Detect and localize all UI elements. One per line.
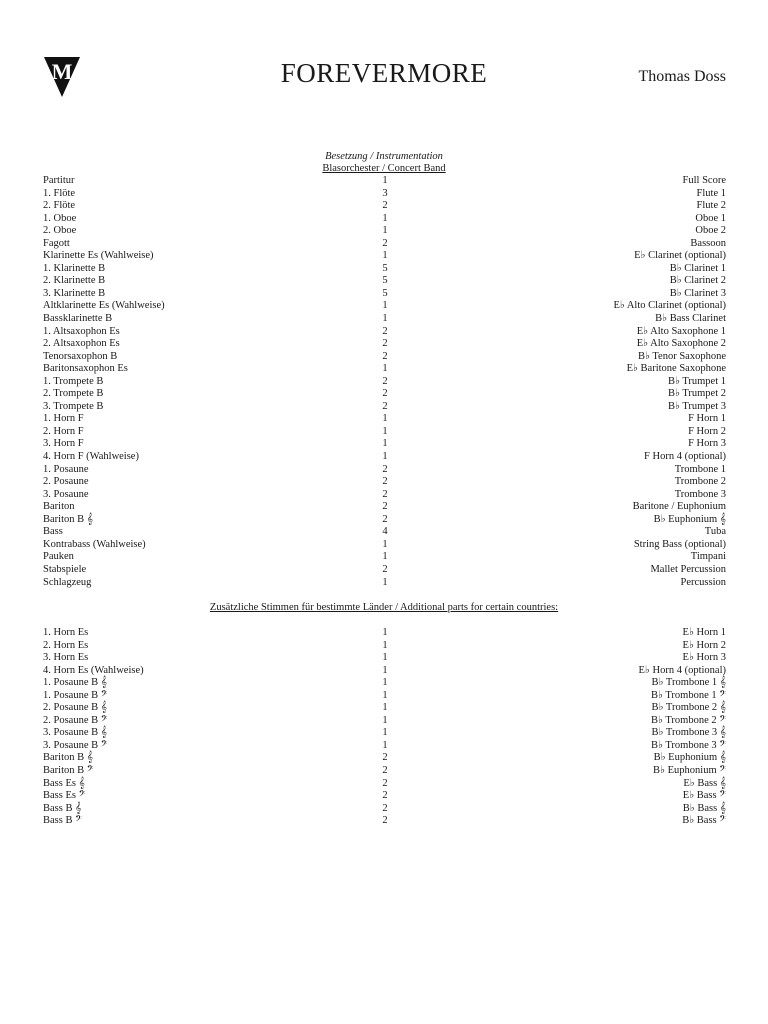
part-name-german: Bass	[43, 526, 63, 538]
part-row	[43, 778, 726, 791]
part-count: 2	[382, 400, 388, 412]
part-count: 5	[382, 287, 388, 299]
part-name-english: B♭ Clarinet 2	[669, 275, 726, 287]
part-name-german: Tenorsaxophon B	[43, 350, 118, 362]
part-name-german: 1. Altsaxophon Es	[43, 325, 120, 337]
part-row	[43, 652, 726, 665]
part-count: 2	[382, 375, 388, 387]
part-count: 1	[382, 175, 388, 186]
part-row	[43, 690, 726, 703]
part-name-english: B♭ Bass 𝄢	[682, 815, 726, 827]
part-row	[43, 376, 726, 389]
part-name-english: B♭ Tenor Saxophone	[637, 350, 726, 362]
part-name-english: String Bass (optional)	[633, 538, 726, 550]
part-name-english: B♭ Trombone 2 𝄞	[651, 702, 726, 714]
part-name-german: Bassklarinette B	[43, 313, 113, 325]
part-name-english: B♭ Trombone 2 𝄢	[650, 714, 726, 726]
part-row	[43, 213, 726, 226]
part-count: 2	[382, 790, 388, 802]
part-row	[43, 263, 726, 276]
part-name-english: Timpani	[690, 551, 726, 563]
part-name-german: Altklarinette Es (Wahlweise)	[43, 300, 165, 312]
part-row	[43, 765, 726, 778]
part-row	[43, 188, 726, 201]
part-row	[43, 275, 726, 288]
part-row	[43, 677, 726, 690]
part-count: 1	[382, 727, 388, 739]
part-row	[43, 640, 726, 653]
part-row	[43, 665, 726, 678]
part-name-english: F Horn 1	[688, 413, 726, 425]
part-name-german: 3. Horn F	[43, 438, 84, 450]
part-name-german: 2. Klarinette B	[43, 275, 106, 287]
part-row	[43, 313, 726, 326]
part-name-german: 2. Flöte	[43, 200, 76, 212]
part-name-german: 3. Posaune B 𝄢	[43, 739, 108, 751]
part-name-english: Trombone 2	[674, 476, 726, 488]
part-name-english: B♭ Trumpet 3	[667, 400, 726, 412]
part-name-german: 2. Altsaxophon Es	[43, 338, 120, 350]
part-name-english: F Horn 3	[688, 438, 726, 450]
part-name-german: 3. Horn Es	[43, 652, 89, 664]
part-name-english: Trombone 3	[674, 488, 726, 500]
part-name-english: B♭ Euphonium 𝄢	[653, 765, 726, 777]
part-count: 2	[382, 463, 388, 475]
part-row	[43, 727, 726, 740]
part-name-english: E♭ Alto Saxophone 1	[636, 325, 726, 337]
part-count: 5	[382, 275, 388, 287]
part-count: 1	[382, 627, 388, 638]
part-row	[43, 426, 726, 439]
part-name-english: B♭ Trombone 1 𝄞	[651, 677, 726, 689]
part-count: 1	[382, 250, 388, 262]
part-name-english: Flute 1	[696, 187, 726, 199]
part-row	[43, 338, 726, 351]
part-name-german: Pauken	[43, 551, 74, 563]
part-name-english: E♭ Clarinet (optional)	[634, 250, 726, 262]
part-row	[43, 300, 726, 313]
part-row	[43, 526, 726, 539]
part-name-german: Schlagzeug	[43, 576, 92, 588]
part-count: 1	[382, 363, 388, 375]
part-name-german: 4. Horn F (Wahlweise)	[43, 451, 139, 463]
part-name-english: Trombone 1	[674, 463, 726, 475]
part-name-english: Tuba	[704, 526, 726, 538]
part-row	[43, 238, 726, 251]
part-name-english: Bassoon	[690, 237, 726, 249]
part-count: 1	[382, 438, 388, 450]
part-name-english: Oboe 1	[695, 212, 726, 224]
part-name-english: B♭ Clarinet 1	[669, 262, 726, 274]
part-name-german: 2. Posaune B 𝄢	[43, 714, 108, 726]
part-count: 2	[382, 338, 388, 350]
part-name-german: 2. Oboe	[43, 225, 77, 237]
part-row	[43, 451, 726, 464]
part-name-german: 3. Klarinette B	[43, 287, 106, 299]
part-count: 3	[382, 187, 388, 199]
part-name-german: Bass B 𝄢	[43, 815, 82, 827]
part-name-german: 3. Trompete B	[43, 400, 104, 412]
part-row	[43, 388, 726, 401]
part-name-german: Bass Es 𝄞	[43, 777, 85, 789]
part-row	[43, 803, 726, 816]
part-name-english: B♭ Clarinet 3	[669, 287, 726, 299]
part-name-german: 2. Trompete B	[43, 388, 104, 400]
part-count: 1	[382, 538, 388, 550]
part-count: 2	[382, 777, 388, 789]
part-count: 1	[382, 652, 388, 664]
part-name-english: E♭ Bass 𝄞	[683, 777, 726, 789]
part-name-german: 1. Horn Es	[43, 627, 89, 638]
instrumentation-subheading: Blasorchester / Concert Band	[322, 163, 446, 174]
composer-name: Thomas Doss	[638, 68, 726, 85]
part-name-english: E♭ Alto Clarinet (optional)	[613, 300, 726, 312]
part-name-german: 3. Posaune B 𝄞	[43, 727, 107, 739]
part-row	[43, 250, 726, 263]
part-name-german: 1. Posaune B 𝄞	[43, 677, 107, 689]
part-count: 5	[382, 262, 388, 274]
part-count: 1	[382, 689, 388, 701]
part-row	[43, 815, 726, 828]
part-count: 1	[382, 413, 388, 425]
part-row	[43, 413, 726, 426]
part-name-german: Bariton B 𝄞	[43, 513, 93, 525]
part-count: 1	[382, 677, 388, 689]
part-row	[43, 702, 726, 715]
part-row	[43, 514, 726, 527]
part-name-german: 2. Horn F	[43, 425, 84, 437]
part-row	[43, 551, 726, 564]
part-count: 2	[382, 802, 388, 814]
part-name-english: B♭ Trombone 1 𝄢	[650, 689, 726, 701]
part-name-english: Oboe 2	[695, 225, 726, 237]
part-row	[43, 288, 726, 301]
part-name-german: 1. Trompete B	[43, 375, 104, 387]
part-name-english: B♭ Trumpet 1	[667, 375, 726, 387]
part-name-german: 2. Posaune B 𝄞	[43, 702, 107, 714]
additional-parts-list	[43, 627, 726, 828]
part-row	[43, 501, 726, 514]
part-name-german: Fagott	[43, 237, 70, 249]
part-name-english: Baritone / Euphonium	[632, 501, 726, 513]
part-row	[43, 715, 726, 728]
part-name-german: Bass B 𝄞	[43, 802, 82, 814]
part-row	[43, 577, 726, 590]
part-count: 1	[382, 702, 388, 714]
part-row	[43, 740, 726, 753]
part-name-english: E♭ Horn 2	[682, 639, 726, 651]
part-count: 1	[382, 639, 388, 651]
instrumentation-heading: Besetzung / Instrumentation	[325, 151, 443, 162]
part-name-english: Flute 2	[696, 200, 726, 212]
part-count: 2	[382, 200, 388, 212]
part-name-english: E♭ Bass 𝄢	[682, 790, 726, 802]
part-name-german: 1. Flöte	[43, 187, 76, 199]
part-name-english: B♭ Euphonium 𝄞	[653, 513, 726, 525]
part-name-german: 1. Posaune	[43, 463, 89, 475]
part-name-german: 1. Klarinette B	[43, 262, 106, 274]
part-name-german: Bariton	[43, 501, 75, 513]
part-count: 4	[382, 526, 388, 538]
part-name-german: 2. Posaune	[43, 476, 89, 488]
part-count: 1	[382, 451, 388, 463]
part-count: 2	[382, 752, 388, 764]
part-row	[43, 476, 726, 489]
part-count: 1	[382, 664, 388, 676]
part-row	[43, 200, 726, 213]
part-count: 2	[382, 476, 388, 488]
part-row	[43, 175, 726, 188]
additional-parts-heading: Zusätzliche Stimmen für bestimmte Länder / Additional parts for certain countries:	[209, 602, 559, 613]
part-name-english: B♭ Bass 𝄞	[682, 802, 726, 814]
part-count: 1	[382, 739, 388, 751]
part-name-english: F Horn 4 (optional)	[644, 451, 726, 463]
part-count: 1	[382, 225, 388, 237]
part-name-english: B♭ Bass Clarinet	[655, 313, 726, 325]
part-name-german: 3. Posaune	[43, 488, 89, 500]
part-name-german: 1. Posaune B 𝄢	[43, 689, 108, 701]
part-count: 2	[382, 815, 388, 827]
part-row	[43, 326, 726, 339]
part-count: 1	[382, 576, 388, 588]
part-name-english: B♭ Euphonium 𝄞	[653, 752, 726, 764]
part-name-english: Full Score	[682, 175, 726, 186]
part-name-german: Baritonsaxophon Es	[43, 363, 128, 375]
part-count: 2	[382, 237, 388, 249]
part-count: 2	[382, 513, 388, 525]
part-count: 1	[382, 714, 388, 726]
part-row	[43, 489, 726, 502]
part-count: 1	[382, 425, 388, 437]
part-count: 2	[382, 501, 388, 513]
part-row	[43, 464, 726, 477]
part-count: 1	[382, 300, 388, 312]
part-row	[43, 225, 726, 238]
part-name-english: E♭ Horn 3	[682, 652, 726, 664]
part-name-german: 1. Horn F	[43, 413, 84, 425]
part-count: 2	[382, 488, 388, 500]
part-count: 2	[382, 350, 388, 362]
part-name-german: 4. Horn Es (Wahlweise)	[43, 664, 144, 676]
part-row	[43, 564, 726, 577]
part-name-german: 1. Oboe	[43, 212, 77, 224]
instrumentation-list	[43, 175, 726, 589]
publisher-logo-letter: M	[51, 59, 73, 84]
part-row	[43, 539, 726, 552]
part-name-english: B♭ Trombone 3 𝄞	[651, 727, 726, 739]
part-name-english: F Horn 2	[688, 425, 726, 437]
part-name-english: B♭ Trombone 3 𝄢	[650, 739, 726, 751]
part-count: 2	[382, 765, 388, 777]
part-name-english: E♭ Horn 1	[682, 627, 726, 638]
part-row	[43, 790, 726, 803]
part-row	[43, 401, 726, 414]
part-name-german: Stabspiele	[43, 563, 87, 575]
part-name-english: E♭ Alto Saxophone 2	[636, 338, 726, 350]
part-name-english: E♭ Horn 4 (optional)	[638, 664, 726, 676]
part-name-english: E♭ Baritone Saxophone	[626, 363, 726, 375]
part-name-german: Klarinette Es (Wahlweise)	[43, 250, 154, 262]
part-name-german: 2. Horn Es	[43, 639, 89, 651]
part-row	[43, 438, 726, 451]
piece-title: FOREVERMORE	[280, 58, 488, 88]
part-name-german: Bariton B 𝄞	[43, 752, 93, 764]
part-row	[43, 351, 726, 364]
part-name-german: Bariton B 𝄢	[43, 765, 94, 777]
part-count: 1	[382, 551, 388, 563]
part-count: 2	[382, 563, 388, 575]
part-row	[43, 627, 726, 640]
part-name-german: Partitur	[43, 175, 75, 186]
part-name-german: Kontrabass (Wahlweise)	[43, 538, 146, 550]
part-name-english: Mallet Percussion	[650, 563, 726, 575]
part-name-german: Bass Es 𝄢	[43, 790, 86, 802]
part-count: 1	[382, 212, 388, 224]
part-row	[43, 752, 726, 765]
part-name-english: Percussion	[680, 576, 726, 588]
part-name-english: B♭ Trumpet 2	[667, 388, 726, 400]
part-count: 2	[382, 388, 388, 400]
part-count: 1	[382, 313, 388, 325]
part-count: 2	[382, 325, 388, 337]
part-row	[43, 363, 726, 376]
